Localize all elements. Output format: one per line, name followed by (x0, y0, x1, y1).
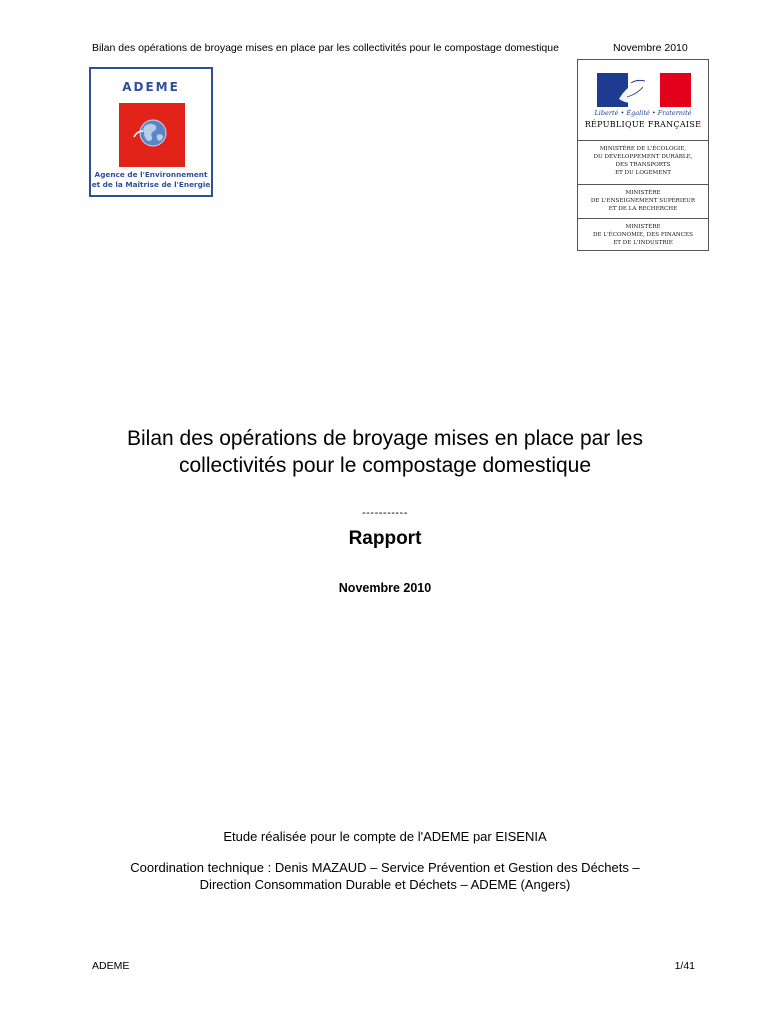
ademe-logo (89, 67, 213, 197)
ademe-tagline-line2: et de la Maîtrise de l'Energie (91, 180, 211, 189)
ministry-enseignement: MINISTÈRE DE L'ENSEIGNEMENT SUPÉRIEUR ET DE LA RECHERCHE (590, 190, 696, 212)
ademe-logo-name: ADEME (122, 80, 180, 94)
running-header-title: Bilan des opérations de broyage mises en place par les collectivités pour le compostage domestique (92, 42, 559, 54)
ademe-logo-tagline (91, 170, 211, 190)
republique-francaise-logo-block (577, 59, 709, 251)
rf-divider (578, 184, 708, 185)
rf-divider (578, 140, 708, 141)
study-credit: Etude réalisée pour le compte de l'ADEME par EISENIA (223, 829, 547, 844)
ademe-logo-red-square (119, 103, 185, 167)
marianne-icon (597, 73, 691, 107)
running-header-date: Novembre 2010 (613, 42, 688, 54)
title-separator: ----------- (362, 507, 408, 519)
document-title-line1: Bilan des opérations de broyage mises en place par les (127, 427, 643, 450)
ministry-ecologie: MINISTÈRE DE L'ÉCOLOGIE, DU DÉVELOPPEMENT DURABLE, DES TRANSPORTS ET DU LOGEMENT (593, 146, 693, 176)
footer-page-number: 1/41 (674, 960, 695, 972)
ademe-tagline-line1: Agence de l'Environnement (94, 170, 208, 179)
french-flag-marianne (597, 73, 691, 107)
document-title-line2: collectivités pour le compostage domestique (178, 454, 592, 477)
coordination-credit (60, 859, 710, 893)
ministry-economie: MINISTÈRE DE L'ÉCONOMIE, DES FINANCES ET DE L'INDUSTRIE (593, 224, 693, 246)
coordination-line1: Coordination technique : Denis MAZAUD – Service Prévention et Gestion des Déchets – (130, 860, 640, 875)
footer-organization: ADEME (92, 960, 130, 972)
rf-motto: Liberté • Égalité • Fraternité (594, 109, 692, 117)
rf-divider (578, 218, 708, 219)
report-date: Novembre 2010 (338, 581, 432, 595)
document-title (60, 425, 710, 479)
coordination-line2: Direction Consommation Durable et Déchets – ADEME (Angers) (199, 877, 571, 892)
globe-icon (119, 103, 185, 167)
rf-name: RÉPUBLIQUE FRANÇAISE (584, 120, 702, 129)
report-label: Rapport (348, 528, 422, 549)
